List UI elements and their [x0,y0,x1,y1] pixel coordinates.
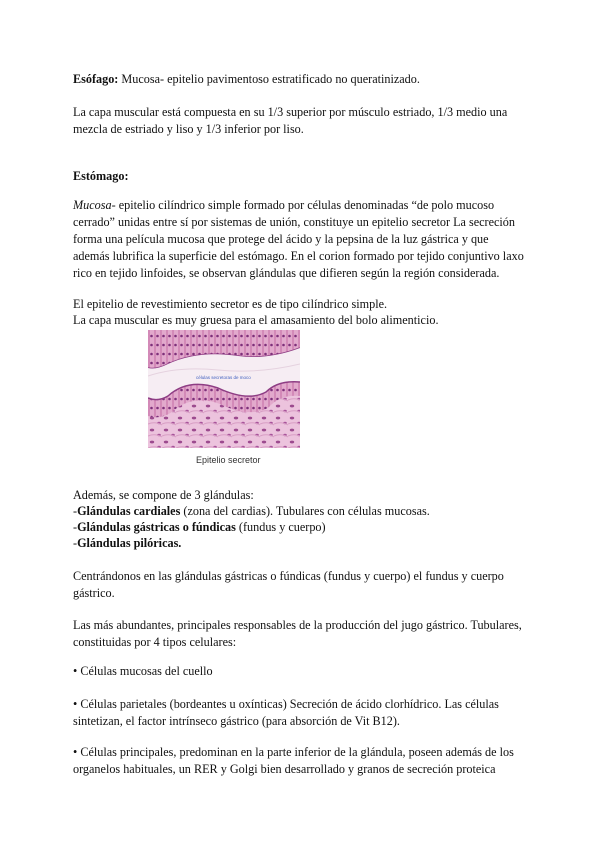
mucosa-text: - epitelio cilíndrico simple formado por células denominadas “de polo mucoso cerrado” unidas entre sí por sistemas de unión, constituye un epitelio secretor La secreción forma una película mucosa que protege del ácido y la pepsina de la luz gástrica y que además lubrifica la superficie del estómago. En el corion formado por tejido conjuntivo laxo rico en tejido linfoides, se observan glándulas que difieren según la región considerada. [73,198,524,280]
esofago-intro: Mucosa- epitelio pavimentoso estratificado no queratinizado. [118,72,420,86]
glandula-name: Glándulas cardiales [77,504,181,518]
estomago-title: Estómago: [73,169,129,183]
esofago-paragraph [73,71,528,88]
glandula-item-3: -Glándulas pilóricas. [73,536,182,550]
celula-item-1: • Células mucosas del cuello [73,664,213,678]
estomago-mucosa-paragraph [73,197,528,282]
histology-image [148,330,300,448]
glandula-item-1: -Glándulas cardiales (zona del cardias). Tubulares con células mucosas. [73,504,430,518]
celula-item-3: • Células principales, predominan en la parte inferior de la glándula, poseen además de los organelos habituales, un RER y Golgi bien desarrollado y granos de secreción proteica [73,745,514,776]
estomago-title-paragraph [73,168,528,185]
glandula-name: Glándulas pilóricas. [77,536,182,550]
celula-item-2: • Células parietales (bordeantes u oxínticas) Secreción de ácido clorhídrico. Las células sintetizan, el factor intrínseco gástrico (para absorción de Vit B12). [73,697,499,728]
esofago-title: Esófago: [73,72,119,86]
glandula-item-2: -Glándulas gástricas o fúndicas (fundus y cuerpo) [73,520,326,534]
muscular-line: La capa muscular es muy gruesa para el amasamiento del bolo alimenticio. [73,313,439,327]
abundantes-paragraph: Las más abundantes, principales responsables de la producción del jugo gástrico. Tubulares, constituidas por 4 tipos celulares: [73,618,522,649]
esofago-muscular: La capa muscular está compuesta en su 1/3 superior por músculo estriado, 1/3 medio una mezcla de estriado y liso y 1/3 inferior por liso. [73,105,508,136]
figure-label: células secretoras de moco [196,375,251,380]
epitelio-line: El epitelio de revestimiento secretor es de tipo cilíndrico simple. [73,297,388,311]
figure-caption: Epitelio secretor [196,455,261,465]
histology-drawing [148,330,300,448]
mucosa-label: Mucosa [73,198,112,212]
centrandonos-paragraph: Centrándonos en las glándulas gástricas o fúndicas (fundus y cuerpo) el fundus y cuerpo gástrico. [73,569,504,600]
glandulas-intro: Además, se compone de 3 glándulas: [73,488,254,502]
glandula-name: Glándulas gástricas o fúndicas [77,520,236,534]
